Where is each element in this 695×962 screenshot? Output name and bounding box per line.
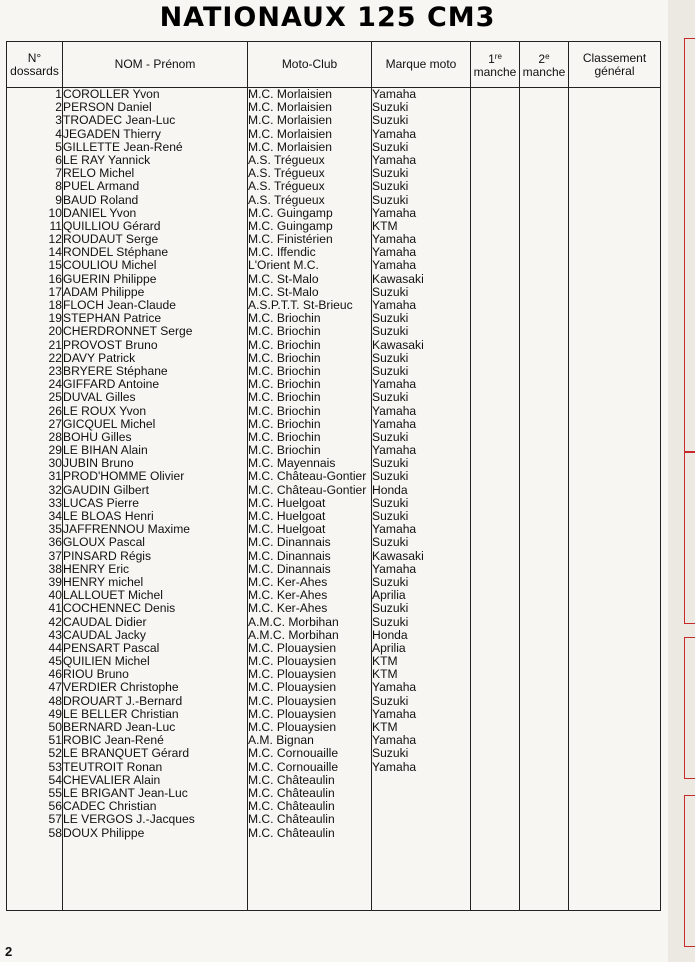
- rider-club: M.C. Châteaulin: [248, 786, 335, 800]
- rider-club: M.C. Huelgoat: [248, 510, 326, 523]
- rider-club: M.C. Cornouaille: [248, 747, 339, 761]
- rider-club: M.C. Briochin: [248, 312, 321, 326]
- rider-club: A.S. Trégueux: [248, 180, 325, 194]
- rider-name: ROBIC Jean-René: [63, 734, 164, 748]
- rider-club: M.C. Dinannais: [248, 549, 331, 563]
- rider-name: JEGADEN Thierry: [63, 127, 161, 141]
- rider-club: M.C. Plouaysien: [248, 707, 337, 721]
- rider-name: PROVOST Bruno: [63, 338, 158, 352]
- rider-brand: Suzuki: [372, 312, 409, 326]
- rider-brand: Yamaha: [372, 707, 417, 721]
- rider-number: 41: [48, 602, 62, 616]
- rider-name: LE BLOAS Henri: [63, 510, 154, 523]
- rider-number: 50: [48, 721, 62, 734]
- rider-brand: Yamaha: [372, 562, 417, 576]
- rider-brand: Suzuki: [372, 536, 409, 550]
- rider-brand: Suzuki: [372, 140, 409, 154]
- rider-name: CHEVALIER Alain: [63, 773, 161, 787]
- rider-number: 53: [48, 760, 62, 774]
- rider-club: M.C. Briochin: [248, 417, 321, 431]
- rider-club: M.C. Morlaisien: [248, 127, 333, 141]
- rider-brand: Yamaha: [372, 299, 417, 312]
- rider-number: 5: [55, 140, 62, 154]
- rider-brand: Kawasaki: [372, 272, 424, 286]
- rider-brand: Suzuki: [372, 351, 409, 365]
- club-column: [248, 88, 372, 911]
- rider-brand: Suzuki: [372, 496, 409, 510]
- rider-number: 38: [48, 562, 62, 576]
- rider-club: M.C. Briochin: [248, 338, 321, 352]
- rider-number: 58: [48, 826, 62, 840]
- rider-club: M.C. Ker-Ahes: [248, 589, 328, 603]
- rider-number: 7: [55, 167, 62, 181]
- rider-number: 24: [48, 378, 62, 392]
- rider-number: 56: [48, 800, 62, 814]
- rider-club: M.C. St-Malo: [248, 285, 319, 299]
- rider-name: BOHU Gilles: [63, 430, 132, 444]
- rider-club: M.C. Guingamp: [248, 206, 333, 220]
- rider-brand: Honda: [372, 628, 408, 642]
- rider-name: DROUART J.-Bernard: [63, 694, 183, 708]
- rider-number: 4: [55, 127, 62, 141]
- header-nom: NOM - Prénom: [63, 42, 248, 88]
- rider-brand: Yamaha: [372, 246, 417, 260]
- dossard-column: [7, 88, 63, 911]
- rider-name: GIFFARD Antoine: [63, 378, 160, 392]
- rider-brand: Yamaha: [372, 206, 417, 220]
- rider-name: LE VERGOS J.-Jacques: [63, 813, 195, 827]
- rider-name: LALLOUET Michel: [63, 589, 163, 603]
- rider-name: DANIEL Yvon: [63, 206, 137, 220]
- rider-club: M.C. Briochin: [248, 430, 321, 444]
- rider-number: 14: [48, 246, 62, 260]
- rider-brand: Suzuki: [372, 457, 409, 471]
- rider-brand: Suzuki: [372, 180, 409, 194]
- header-row: [7, 42, 661, 88]
- rider-number: 49: [48, 707, 62, 721]
- rider-brand: Yamaha: [372, 417, 417, 431]
- rider-number: 30: [48, 457, 62, 471]
- rider-club: M.C. Morlaisien: [248, 101, 333, 115]
- adjacent-page-box: [684, 795, 695, 947]
- rider-number: 26: [48, 404, 62, 418]
- rider-name: DOUX Philippe: [63, 826, 145, 840]
- rider-number: 32: [48, 483, 62, 497]
- rider-brand: Suzuki: [372, 470, 409, 484]
- rider-brand: Yamaha: [372, 404, 417, 418]
- rider-brand: Yamaha: [372, 233, 417, 247]
- rider-club: A.M.C. Morbihan: [248, 615, 339, 629]
- rider-number: 42: [48, 615, 62, 629]
- rider-brand: Yamaha: [372, 259, 417, 273]
- rider-brand: Suzuki: [372, 602, 409, 616]
- rider-club: M.C. Iffendic: [248, 246, 316, 260]
- rider-club: M.C. Huelgoat: [248, 523, 326, 537]
- rider-name: GILLETTE Jean-René: [63, 140, 183, 154]
- rider-number: 55: [48, 786, 62, 800]
- rider-club: A.S.P.T.T. St-Brieuc: [248, 299, 353, 312]
- rider-club: M.C. Châteaulin: [248, 800, 335, 814]
- rider-brand: Suzuki: [372, 510, 409, 523]
- rider-name: RONDEL Stéphane: [63, 246, 169, 260]
- rider-number: 51: [48, 734, 62, 748]
- rider-brand: Yamaha: [372, 378, 417, 392]
- rider-name: CAUDAL Didier: [63, 615, 147, 629]
- header-manche-2-sup: e: [545, 52, 550, 61]
- rider-number: 3: [55, 114, 62, 128]
- rider-name: CAUDAL Jacky: [63, 628, 146, 642]
- adjacent-page-box: [684, 637, 695, 779]
- rider-number: 35: [48, 523, 62, 537]
- header-manche-1: [471, 42, 520, 88]
- rider-club: M.C. Briochin: [248, 351, 321, 365]
- rider-brand: Suzuki: [372, 285, 409, 299]
- rider-club: M.C. Briochin: [248, 404, 321, 418]
- rider-name: GAUDIN Gilbert: [63, 483, 150, 497]
- rider-name: HENRY michel: [63, 575, 144, 589]
- rider-name: PENSART Pascal: [63, 641, 160, 655]
- rider-name: GLOUX Pascal: [63, 536, 145, 550]
- rider-club: M.C. Briochin: [248, 378, 321, 392]
- rider-name: QUILLIOU Gérard: [63, 219, 161, 233]
- adjacent-page-box: [684, 452, 695, 624]
- rider-club: M.C. Plouaysien: [248, 681, 337, 695]
- rider-number: 15: [48, 259, 62, 273]
- rider-club: M.C. Ker-Ahes: [248, 602, 328, 616]
- header-manche-1-word: manche: [473, 65, 517, 79]
- rider-number: 54: [48, 773, 62, 787]
- rider-club: M.C. Dinannais: [248, 562, 331, 576]
- rider-number: 1: [55, 88, 62, 101]
- rider-brand: Suzuki: [372, 747, 409, 761]
- rider-name: QUILIEN Michel: [63, 655, 150, 669]
- rider-brand: Yamaha: [372, 681, 417, 695]
- rider-club: M.C. Huelgoat: [248, 496, 326, 510]
- rider-brand: Suzuki: [372, 101, 409, 115]
- rider-number: 57: [48, 813, 62, 827]
- rider-number: 27: [48, 417, 62, 431]
- page-title: NATIONAUX 125 CM3: [159, 2, 496, 33]
- header-manche-1-sup: re: [494, 52, 502, 61]
- rider-name: LE BIHAN Alain: [63, 444, 148, 458]
- rider-number: 47: [48, 681, 62, 695]
- rider-club: M.C. St-Malo: [248, 272, 319, 286]
- rider-brand: Suzuki: [372, 694, 409, 708]
- rider-number: 46: [48, 668, 62, 682]
- rider-number: 28: [48, 430, 62, 444]
- rider-name: RIOU Bruno: [63, 668, 129, 682]
- rider-name: DUVAL Gilles: [63, 391, 136, 405]
- rider-brand: Yamaha: [372, 760, 417, 774]
- header-manche-1-num: 1: [488, 52, 495, 66]
- rider-club: M.C. Plouaysien: [248, 668, 337, 682]
- rider-name: CADEC Christian: [63, 800, 157, 814]
- rider-number: 37: [48, 549, 62, 563]
- rider-name: TEUTROIT Ronan: [63, 760, 163, 774]
- rider-name: STEPHAN Patrice: [63, 312, 162, 326]
- rider-number: 6: [55, 153, 62, 167]
- rider-brand: [372, 774, 470, 787]
- page-number: 2: [5, 944, 13, 959]
- rider-number: 40: [48, 589, 62, 603]
- rider-name: COULIOU Michel: [63, 259, 157, 273]
- rider-club: A.S. Trégueux: [248, 193, 325, 207]
- rider-brand: KTM: [372, 668, 398, 682]
- rider-brand: Aprilia: [372, 589, 406, 603]
- rider-number: 43: [48, 628, 62, 642]
- rider-club: L'Orient M.C.: [248, 259, 319, 273]
- rider-club: M.C. Plouaysien: [248, 641, 337, 655]
- rider-brand: [372, 787, 470, 800]
- rider-name: RELO Michel: [63, 167, 135, 181]
- rider-name: LE BRIGANT Jean-Luc: [63, 786, 188, 800]
- header-manche-2: [520, 42, 569, 88]
- rider-brand: Yamaha: [372, 153, 417, 167]
- rider-brand: Suzuki: [372, 325, 409, 339]
- rider-brand: [372, 800, 470, 813]
- rider-club: A.S. Trégueux: [248, 167, 325, 181]
- header-club: Moto-Club: [248, 42, 372, 88]
- name-column: [63, 88, 248, 911]
- manche-2-column: [520, 88, 569, 911]
- rider-number: 17: [48, 285, 62, 299]
- rider-number: 20: [48, 325, 62, 339]
- rider-number: 19: [48, 312, 62, 326]
- rider-number: 16: [48, 272, 62, 286]
- rider-brand: Suzuki: [372, 114, 409, 128]
- rider-name: DAVY Patrick: [63, 351, 136, 365]
- rider-number: 44: [48, 641, 62, 655]
- header-manche-2-word: manche: [522, 65, 566, 79]
- header-manche-2-num: 2: [538, 52, 546, 66]
- rider-name: BAUD Roland: [63, 193, 139, 207]
- rider-name: BRYERE Stéphane: [63, 364, 168, 378]
- rider-number: 23: [48, 364, 62, 378]
- rider-number: 45: [48, 655, 62, 669]
- rider-number: 34: [48, 510, 62, 523]
- rider-name: GUERIN Philippe: [63, 272, 157, 286]
- rider-name: ADAM Philippe: [63, 285, 145, 299]
- rider-name: PINSARD Régis: [63, 549, 152, 563]
- header-dossard-line1: N°: [27, 50, 42, 65]
- rider-club: M.C. Briochin: [248, 444, 321, 458]
- rider-brand: Kawasaki: [372, 338, 424, 352]
- rider-brand: [372, 827, 470, 840]
- rider-number: 52: [48, 747, 62, 761]
- rider-number: 11: [49, 219, 62, 233]
- rider-club: M.C. Cornouaille: [248, 760, 339, 774]
- rider-club: M.C. Briochin: [248, 325, 321, 339]
- rider-number: 9: [55, 193, 62, 207]
- rider-brand: Yamaha: [372, 523, 417, 537]
- rider-number: 21: [48, 338, 62, 352]
- rider-brand: Yamaha: [372, 88, 417, 101]
- rider-number: 25: [48, 391, 62, 405]
- rider-club: M.C. Châteaulin: [248, 826, 335, 840]
- rider-club: M.C. Châteaulin: [248, 773, 335, 787]
- rider-club: M.C. Briochin: [248, 391, 321, 405]
- rider-name: CHERDRONNET Serge: [63, 325, 193, 339]
- rider-name: FLOCH Jean-Claude: [63, 299, 176, 312]
- rider-brand: KTM: [372, 655, 398, 669]
- rider-name: LUCAS Pierre: [63, 496, 139, 510]
- rider-name: PUEL Armand: [63, 180, 140, 194]
- rider-name: LE ROUX Yvon: [63, 404, 147, 418]
- manche-1-column: [471, 88, 520, 911]
- rider-number: 18: [48, 299, 62, 312]
- rider-name: LE RAY Yannick: [63, 153, 151, 167]
- rider-name: VERDIER Christophe: [63, 681, 179, 695]
- rider-club: M.C. Château-Gontier: [248, 470, 367, 484]
- results-body-row: [7, 88, 661, 911]
- rider-number: 29: [48, 444, 62, 458]
- rider-number: 2: [55, 101, 62, 115]
- rider-name: HENRY Eric: [63, 562, 130, 576]
- rider-club: M.C. Morlaisien: [248, 140, 333, 154]
- rider-number: 36: [48, 536, 62, 550]
- rider-name: PERSON Daniel: [63, 101, 152, 115]
- rider-name: COCHENNEC Denis: [63, 602, 176, 616]
- rider-brand: Aprilia: [372, 641, 406, 655]
- rider-name: ROUDAUT Serge: [63, 233, 159, 247]
- header-marque: Marque moto: [372, 42, 471, 88]
- header-classement-line1: Classement: [582, 50, 647, 65]
- rider-brand: Suzuki: [372, 430, 409, 444]
- rider-brand: Yamaha: [372, 127, 417, 141]
- rider-brand: KTM: [372, 721, 398, 734]
- results-table: [6, 41, 661, 911]
- rider-name: PROD'HOMME Olivier: [63, 470, 185, 484]
- rider-number: 10: [48, 206, 62, 220]
- rider-name: GICQUEL Michel: [63, 417, 156, 431]
- header-dossard-line2: dossards: [10, 63, 59, 78]
- rider-brand: Suzuki: [372, 364, 409, 378]
- rider-club: M.C. Châteaulin: [248, 813, 335, 827]
- rider-club: M.C. Château-Gontier: [248, 483, 367, 497]
- rider-club: M.C. Guingamp: [248, 219, 333, 233]
- rider-brand: KTM: [372, 219, 398, 233]
- rider-brand: [372, 813, 470, 826]
- rider-number: 33: [48, 496, 62, 510]
- rider-club: M.C. Plouaysien: [248, 694, 337, 708]
- rider-brand: Suzuki: [372, 391, 409, 405]
- rider-number: 48: [48, 694, 62, 708]
- rider-club: M.C. Plouaysien: [248, 655, 337, 669]
- rider-club: A.M. Bignan: [248, 734, 314, 748]
- rider-name: TROADEC Jean-Luc: [63, 114, 176, 128]
- rider-brand: Suzuki: [372, 615, 409, 629]
- classement-column: [569, 88, 661, 911]
- rider-club: A.S. Trégueux: [248, 153, 325, 167]
- rider-number: 22: [48, 351, 62, 365]
- rider-number: 12: [48, 233, 62, 247]
- rider-brand: Yamaha: [372, 734, 417, 748]
- header-dossard: [7, 42, 63, 88]
- rider-brand: Kawasaki: [372, 549, 424, 563]
- rider-brand: Honda: [372, 483, 408, 497]
- rider-number: 39: [48, 575, 62, 589]
- rider-name: COROLLER Yvon: [63, 88, 160, 101]
- rider-name: JAFFRENNOU Maxime: [63, 523, 190, 537]
- rider-name: LE BRANQUET Gérard: [63, 747, 190, 761]
- rider-club: M.C. Morlaisien: [248, 114, 333, 128]
- header-classement: [569, 42, 661, 88]
- brand-column: [372, 88, 471, 911]
- rider-name: BERNARD Jean-Luc: [63, 721, 176, 734]
- rider-name: JUBIN Bruno: [63, 457, 134, 471]
- rider-brand: Suzuki: [372, 167, 409, 181]
- rider-club: M.C. Plouaysien: [248, 721, 337, 734]
- adjacent-page-box: [684, 38, 695, 452]
- rider-club: A.M.C. Morbihan: [248, 628, 339, 642]
- rider-club: M.C. Finistérien: [248, 233, 333, 247]
- rider-brand: Suzuki: [372, 193, 409, 207]
- rider-club: M.C. Morlaisien: [248, 88, 333, 101]
- rider-name: LE BELLER Christian: [63, 707, 179, 721]
- rider-club: M.C. Briochin: [248, 364, 321, 378]
- rider-number: 31: [48, 470, 62, 484]
- rider-brand: Suzuki: [372, 575, 409, 589]
- rider-club: M.C. Dinannais: [248, 536, 331, 550]
- rider-club: M.C. Ker-Ahes: [248, 575, 328, 589]
- rider-number: 8: [55, 180, 62, 194]
- rider-club: M.C. Mayennais: [248, 457, 336, 471]
- rider-brand: Yamaha: [372, 444, 417, 458]
- header-classement-line2: général: [594, 63, 635, 78]
